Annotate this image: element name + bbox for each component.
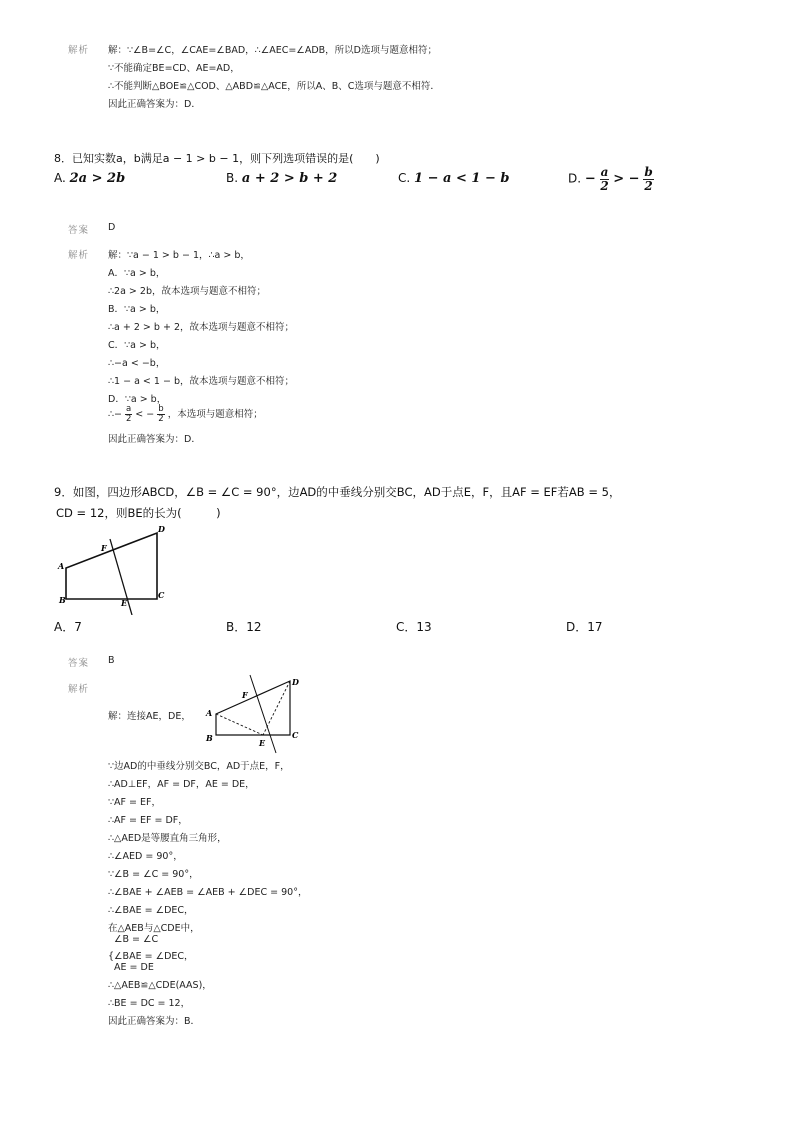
segment-ae: [216, 714, 263, 735]
option-letter: D．: [566, 620, 588, 634]
q9-option-d: [566, 618, 603, 635]
label-d: D: [292, 677, 299, 687]
q8-line-1: 解：∵a − 1 > b − 1，∴a > b，: [108, 250, 250, 261]
option-letter: B.: [226, 171, 239, 185]
q9-answer: B: [108, 655, 115, 666]
q9-line-14: ∴△AEB≌△CDE(AAS)，: [108, 980, 212, 991]
analysis-tag: 解析: [68, 684, 90, 695]
q9-line-5: ∴△AED是等腰直角三角形，: [108, 833, 227, 844]
numerator: b: [158, 404, 164, 414]
q8-line-9: D．∵a > b，: [108, 394, 167, 405]
q9-line-7: ∵∠B = ∠C = 90°，: [108, 869, 199, 880]
segment-de: [263, 681, 290, 735]
answer-tag: 答案: [68, 225, 90, 236]
option-letter: D.: [568, 171, 582, 186]
option-value: 12: [246, 620, 262, 634]
label-f: F: [242, 690, 248, 700]
q9-stem-line-2: CD = 12，则BE的长为( ): [56, 506, 221, 520]
frac-pre: ∴−: [108, 408, 123, 420]
q9-figure: [50, 525, 180, 615]
q9-option-a: [54, 618, 82, 635]
q8-line-6: C．∵a > b，: [108, 340, 166, 351]
label-d: D: [158, 525, 165, 534]
option-expr: 2a > 2b: [69, 171, 126, 186]
q9-solution-figure: [202, 673, 312, 755]
q8-line-4: B．∵a > b，: [108, 304, 166, 315]
label-f: F: [101, 543, 107, 553]
denominator: 2: [125, 413, 132, 424]
q9-stem-line-1: 9．如图，四边形ABCD，∠B = ∠C = 90°，边AD的中垂线分别交BC，AD于点E，F，且AF = EF若AB = 5，: [54, 485, 621, 499]
q9-system-row-1: ∠B = ∠C: [114, 934, 159, 945]
q8-option-a: [54, 171, 125, 186]
q7-line-2: ∵不能确定BE=CD、AE=AD，: [108, 63, 240, 74]
q9-option-c: [396, 618, 432, 635]
frac-mid: < −: [135, 408, 155, 420]
label-e: E: [121, 598, 128, 608]
numerator: a: [126, 404, 132, 414]
option-value: 7: [74, 620, 82, 634]
label-a: A: [58, 561, 65, 571]
q8-option-d: [568, 166, 654, 192]
option-letter: B．: [226, 620, 247, 634]
q9-line-10: 在△AEB与△CDE中，: [108, 923, 200, 934]
option-letter: C.: [398, 171, 411, 185]
q9-line-3: ∵AF = EF，: [108, 797, 161, 808]
q9-line-2: ∴AD⊥EF，AF = DF，AE = DE，: [108, 779, 255, 790]
label-c: C: [292, 730, 299, 740]
option-expr-mid: > −: [613, 171, 640, 187]
fraction: [600, 166, 610, 192]
q9-system-row-3: AE = DE: [114, 962, 154, 973]
q9-line-8: ∴∠BAE + ∠AEB = ∠AEB + ∠DEC = 90°，: [108, 887, 308, 898]
q8-option-c: [398, 171, 509, 186]
q8-line-7: ∴−a < −b，: [108, 358, 166, 369]
option-value: 13: [416, 620, 432, 634]
option-expr: 1 − a < 1 − b: [414, 171, 510, 186]
denominator: 2: [644, 178, 653, 193]
label-c: C: [158, 590, 165, 600]
q9-system-row-2: {∠BAE = ∠DEC，: [108, 951, 194, 962]
q8-line-2: A．∵a > b，: [108, 268, 166, 279]
numerator: a: [600, 165, 609, 179]
q9-line-15: ∴BE = DC = 12，: [108, 998, 191, 1009]
frac-post: ，本选项与题意相符；: [167, 408, 263, 420]
option-expr: −: [584, 171, 596, 187]
numerator: b: [644, 165, 653, 179]
q9-line-4: ∴AF = EF = DF，: [108, 815, 188, 826]
label-b: B: [59, 595, 66, 605]
label-e: E: [259, 738, 266, 748]
q8-option-b: [226, 171, 337, 186]
q8-line-fraction: [108, 405, 263, 424]
denominator: 2: [158, 413, 164, 424]
fraction: [125, 405, 132, 424]
q7-line-3: ∴不能判断△BOE≌△COD、△ABD≌△ACE，所以A、B、C选项与题意不相符．: [108, 81, 440, 92]
fraction: [157, 405, 164, 424]
q9-option-b: [226, 618, 262, 635]
q7-line-4: 因此正确答案为：D．: [108, 99, 201, 110]
analysis-tag: 解析: [68, 250, 90, 261]
q8-conclusion: 因此正确答案为：D．: [108, 434, 201, 445]
option-value: 17: [587, 620, 603, 634]
q8-stem: 8．已知实数a，b满足a − 1 > b − 1，则下列选项错误的是( ): [54, 152, 380, 165]
analysis-tag: 解析: [68, 45, 90, 56]
option-letter: A.: [54, 171, 66, 185]
option-letter: A．: [54, 620, 75, 634]
q8-line-3: ∴2a > 2b，故本选项与题意不相符；: [108, 286, 266, 297]
answer-tag: 答案: [68, 658, 90, 669]
q9-line-9: ∴∠BAE = ∠DEC，: [108, 905, 194, 916]
q8-answer: D: [108, 222, 116, 233]
q9-conclusion: 因此正确答案为：B．: [108, 1016, 201, 1027]
q9-line-6: ∴∠AED = 90°，: [108, 851, 183, 862]
fraction: [643, 166, 653, 192]
option-expr: a + 2 > b + 2: [241, 171, 338, 186]
quadrilateral-abcd: [216, 681, 290, 735]
label-a: A: [206, 708, 213, 718]
q9-intro: 解：连接AE，DE，: [108, 711, 191, 722]
denominator: 2: [600, 178, 609, 193]
q9-line-1: ∵边AD的中垂线分别交BC，AD于点E，F，: [108, 761, 290, 772]
label-b: B: [206, 733, 213, 743]
q7-line-1: 解：∵∠B=∠C，∠CAE=∠BAD，∴∠AEC=∠ADB，所以D选项与题意相符；: [108, 45, 437, 56]
option-letter: C．: [396, 620, 417, 634]
q8-line-5: ∴a + 2 > b + 2，故本选项与题意不相符；: [108, 322, 294, 333]
q8-line-8: ∴1 − a < 1 − b，故本选项与题意不相符；: [108, 376, 294, 387]
